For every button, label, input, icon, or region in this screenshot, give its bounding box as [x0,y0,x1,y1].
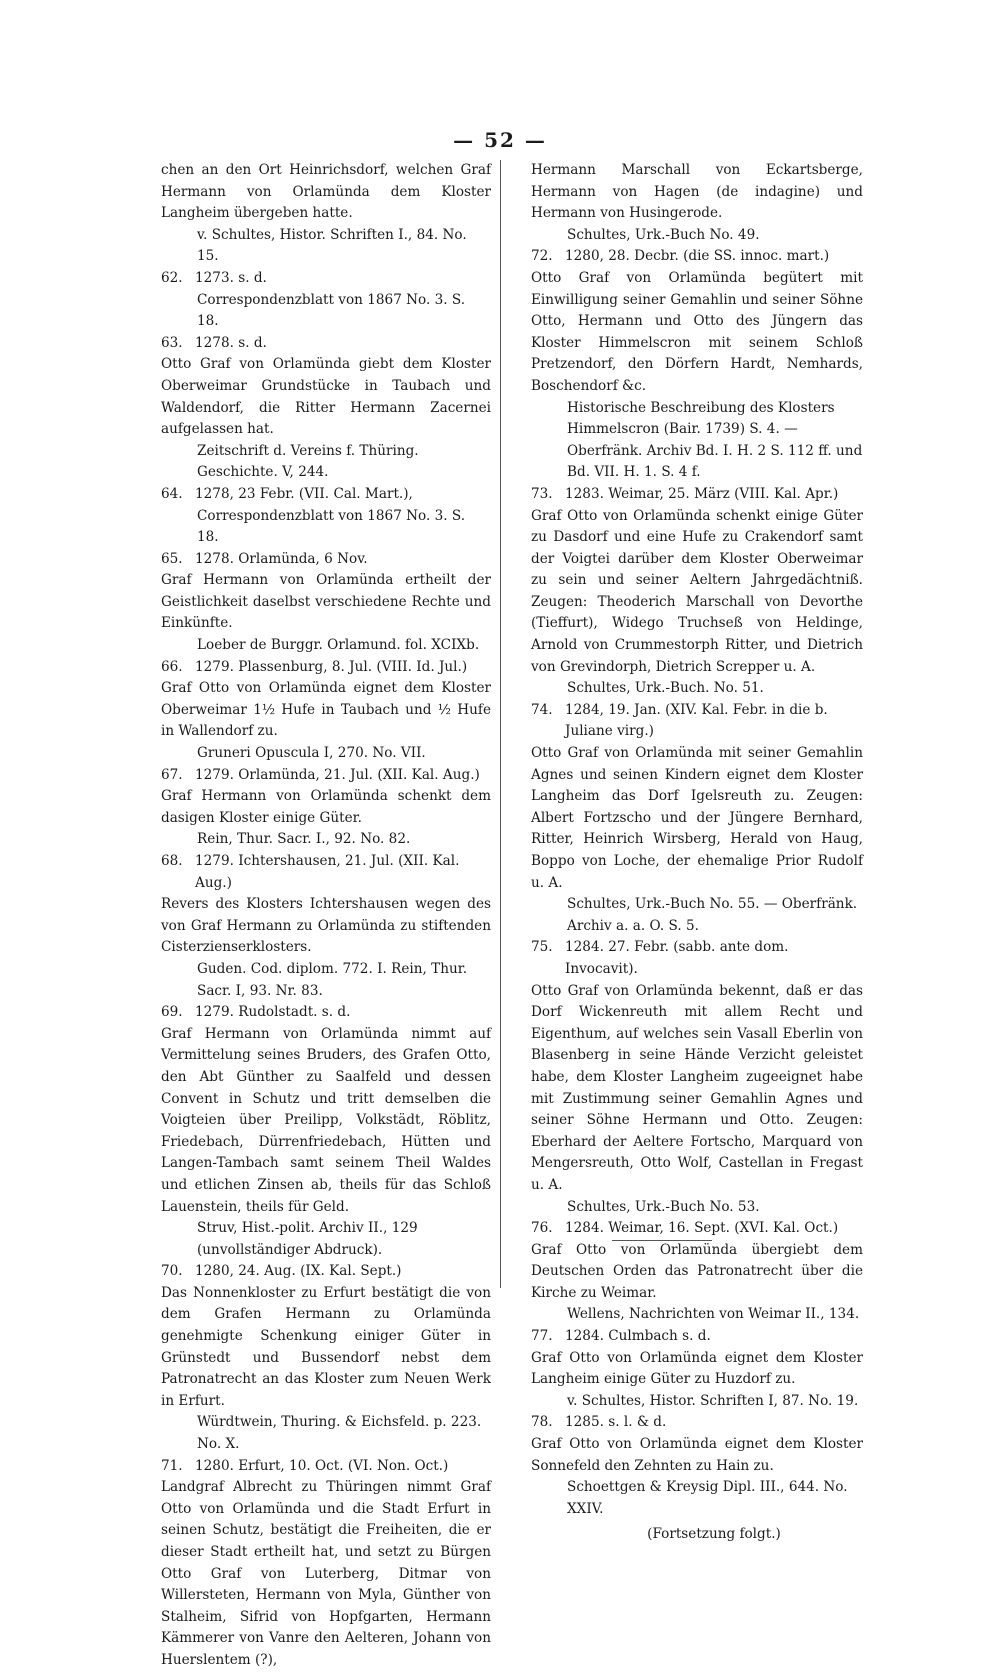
entry-source: Schultes, Urk.-Buch No. 53. [567,1198,760,1215]
entry-heading [161,484,491,506]
entry-number: 69. [161,1004,183,1021]
entry-date: 1278. Orlamünda, 6 Nov. [195,550,368,567]
entry-heading [161,1261,491,1283]
entry-number: 72. [531,248,553,265]
entry-text: Landgraf Albrecht zu Thüringen nimmt Graf Otto von Orlamünda und die Stadt Erfurt in seinen Schutz, bestätigt die Freiheiten, die er dieser Stadt ertheilt hat, und setzt zu Bürgen Otto Graf von Luterberg, Ditmar von Willersteten, Hermann von Myla, Günther von Stalheim, Sifrid von Hopfgarten, Hermann Kämmerer von Vanre den Aelteren, Johann von Huerslentem (?), [161,1479,491,1668]
entry-date: 1285. s. l. & d. [565,1414,667,1431]
entry-heading [531,1326,863,1348]
entry-number: 71. [161,1457,183,1474]
entry-date: 1278, 23 Febr. (VII. Cal. Mart.), [195,485,413,502]
entry-number: 76. [531,1220,553,1237]
entry-text: Das Nonnenkloster zu Erfurt bestätigt die von dem Grafen Hermann zu Orlamünda genehmigte Schenkung einiger Güter in Grünstedt und Bussendorf nebst dem Patronatrecht an das Kloster zum Neuen Werk in Erfurt. [161,1284,491,1409]
entry-number: 62. [161,269,183,286]
entry-date: 1280, 28. Decbr. (die SS. innoc. mart.) [565,248,830,265]
continued-text: Hermann Marschall von Eckartsberge, Hermann von Hagen (de indagine) und Hermann von Husingerode. [531,162,863,222]
entry-heading [531,937,863,980]
entry-heading [531,700,863,743]
entry-number: 66. [161,658,183,675]
entry-number: 77. [531,1328,553,1345]
entry-heading [161,1456,491,1478]
entry-date: 1279. Orlamünda, 21. Jul. (XII. Kal. Aug.) [195,766,480,783]
entry-text: Graf Otto von Orlamünda eignet dem Kloster Langheim einige Güter zu Huzdorf zu. [531,1349,863,1388]
entry-number: 63. [161,334,183,351]
entry [161,484,491,549]
entry-text: Graf Otto von Orlamünda eignet dem Kloster Sonnefeld den Zehnten zu Hain zu. [531,1436,863,1474]
entry-text: Revers des Klosters Ichtershausen wegen des von Graf Hermann zu Orlamünda zu stiftenden Cisterzienserklosters. [161,896,491,956]
column-divider [500,160,501,1288]
entry-number: 68. [161,853,183,869]
entry-heading [161,268,491,290]
entry-source: Loeber de Burggr. Orlamund. fol. XCIXb. [197,637,480,654]
entry [161,657,491,765]
entry [161,765,491,851]
entry-source: Schoettgen & Kreysig Dipl. III., 644. No. XXIV. [567,1479,848,1517]
entry-heading [161,1002,491,1024]
entry-number: 64. [161,485,183,502]
entry-source: Struv, Hist.-polit. Archiv II., 129 (unvollständiger Abdruck). [197,1220,418,1258]
entry-source: Zeitschrift d. Vereins f. Thüring. Geschichte. V, 244. [197,442,419,481]
entry-number: 75. [531,939,553,956]
right-column [531,160,863,1546]
entry-number: 65. [161,550,183,567]
left-entries [161,268,491,1672]
entry-date: 1284, 19. Jan. (XIV. Kal. Febr. in die b. Juliane virg.) [565,701,828,740]
entry-date: 1278. s. d. [195,334,267,351]
entry-date: 1283. Weimar, 25. März (VIII. Kal. Apr.) [565,485,839,502]
entry-heading [531,246,863,268]
entry [531,1326,863,1412]
entry-text: Graf Otto von Orlamünda übergiebt dem Deutschen Orden das Patronatrecht über die Kirche zu Weimar. [531,1241,863,1301]
entry [161,333,491,484]
entry-source: Schultes, Urk.-Buch No. 55. — Oberfränk. Archiv a. a. O. S. 5. [567,896,858,934]
entry-source: Correspondenzblatt von 1867 No. 3. S. 18. [197,507,466,546]
entry [531,1412,863,1520]
entry-source: Rein, Thur. Sacr. I., 92. No. 82. [197,831,411,848]
entry-source: v. Schultes, Histor. Schriften I, 87. No. 19. [567,1392,859,1409]
continued-text: chen an den Ort Heinrichsdorf, welchen Graf Hermann von Orlamünda dem Kloster Langheim übergeben hatte. [161,162,491,222]
closing-note: (Fortsetzung folgt.) [647,1526,781,1543]
page-number: — 52 — [453,128,547,152]
entry-text: Otto Graf von Orlamünda mit seiner Gemahlin Agnes und seinen Kindern eignet dem Kloster Langheim das Dorf Igelsreuth zu. Zeugen: Albert Fortzscho und der Jüngere Bernhard, Ritter, Heinrich Wirsberg, Herald von Haug, Boppo von Loche, der ehemalige Prior Rudolf u. A. [531,745,863,891]
continued-source: v. Schultes, Histor. Schriften I., 84. No. 15. [197,226,467,265]
entry-date: 1279. Ichtershausen, 21. Jul. (XII. Kal. Aug.) [195,853,460,891]
entry-heading [161,549,491,571]
entry-heading [531,1218,863,1240]
entry-text: Graf Otto von Orlamünda schenkt einige Güter zu Dasdorf und eine Hufe zu Crakendorf samt der Voigtei darüber dem Kloster Oberweimar zu sein und seiner Aeltern Jahrgedächtniß. Zeugen: Theoderich Marschall von Devorthe (Tieffurt), Widego Truchseß von Heldinge, Arnold von Crummestorph Ritter, und Dietrich von Grevindorph, Dietrich Screpper u. A. [531,507,863,675]
entry-date: 1284. Weimar, 16. Sept. (XVI. Kal. Oct.) [565,1220,839,1237]
entry-text: Otto Graf von Orlamünda begütert mit Einwilligung seiner Gemahlin und seiner Söhne Otto, Hermann und Otto des Jüngern das Kloster Himmelscron mit seinem Schloß Pretzendorf, den Dörfern Hardt, Nemhards, Boschendorf &c. [531,269,863,394]
entry-date: 1273. s. d. [195,269,267,286]
entry-date: 1279. Plassenburg, 8. Jul. (VIII. Id. Jul.) [195,658,468,675]
entry-source: Historische Beschreibung des Klosters Himmelscron (Bair. 1739) S. 4. — Oberfränk. Archiv Bd. I. H. 2 S. 112 ff. und Bd. VII. H. 1. S. 4 f. [567,399,863,481]
entry-source: Guden. Cod. diplom. 772. I. Rein, Thur. Sacr. I, 93. Nr. 83. [197,960,468,999]
entry [531,700,863,938]
entry-text: Graf Hermann von Orlamünda schenkt dem dasigen Kloster einige Güter. [161,788,491,826]
entry [161,1002,491,1261]
entry-number: 70. [161,1263,183,1280]
right-entries [531,246,863,1520]
entry-source: Würdtwein, Thuring. & Eichsfeld. p. 223. No. X. [197,1414,482,1453]
entry-number: 73. [531,485,553,502]
continued-source: Schultes, Urk.-Buch No. 49. [567,226,760,243]
entry-date: 1280. Erfurt, 10. Oct. (VI. Non. Oct.) [195,1457,449,1474]
entry [531,246,863,484]
entry [161,549,491,657]
entry-heading [531,1412,863,1434]
entry [531,937,863,1218]
entry-heading [161,765,491,787]
entry-date: 1279. Rudolstadt. s. d. [195,1004,351,1021]
entry [161,1456,491,1672]
entry-text: Graf Hermann von Orlamünda nimmt auf Vermittelung seines Bruders, des Grafen Otto, den Abt Günther zu Saalfeld und dessen Convent in Schutz und tritt demselben die Voigteien über Preilipp, Volkstädt, Röblitz, Friedebach, Dürrenfriedebach, Hütten und Langen-Tambach samt seinem Theil Waldes und etlichen Zinsen ab, theils für das Schloß Lauenstein, theils für Geld. [161,1025,491,1215]
entry [161,268,491,333]
entry [161,851,491,1002]
entry-source: Gruneri Opuscula I, 270. No. VII. [197,745,426,762]
entry-text: Graf Otto von Orlamünda eignet dem Kloster Oberweimar 1½ Hufe in Taubach und ½ Hufe in Wallendorf zu. [161,680,491,740]
entry-source: Correspondenzblatt von 1867 No. 3. S. 18. [197,291,466,330]
entry-source: Schultes, Urk.-Buch. No. 51. [567,680,764,697]
entry [531,1218,863,1326]
entry-number: 78. [531,1414,553,1431]
entry-date: 1284. 27. Febr. (sabb. ante dom. Invocavit). [565,939,789,977]
entry-number: 74. [531,701,553,718]
entry-date: 1280, 24. Aug. (IX. Kal. Sept.) [195,1263,402,1280]
entry-text: Otto Graf von Orlamünda giebt dem Kloster Oberweimar Grundstücke in Taubach und Waldendorf, die Ritter Hermann Zacernei aufgelassen hat. [161,356,491,438]
entry-number: 67. [161,766,183,783]
entry-heading [161,851,491,894]
entry-heading [531,484,863,506]
entry-text: Otto Graf von Orlamünda bekennt, daß er das Dorf Wickenreuth mit allem Recht und Eigenthum, auf welches sein Vasall Eberlin von Blasenberg in seine Hände Verzicht geleistet habe, dem Kloster Langheim zugeeignet habe mit Zustimmung seiner Gemahlin Agnes und seiner Söhne Hermann und Otto. Zeugen: Eberhard der Aeltere Fortscho, Marquard von Mengersreuth, Otto Wolf, Castellan in Fregast u. A. [531,982,863,1193]
entry-heading [161,333,491,355]
end-rule [612,1240,712,1241]
entry-text: Graf Hermann von Orlamünda ertheilt der Geistlichkeit daselbst verschiedene Rechte und Einkünfte. [161,572,491,632]
entry-heading [161,657,491,679]
left-column [161,160,491,1672]
entry-date: 1284. Culmbach s. d. [565,1328,711,1345]
entry [161,1261,491,1455]
entry [531,484,863,700]
entry-source: Wellens, Nachrichten von Weimar II., 134. [567,1306,860,1323]
